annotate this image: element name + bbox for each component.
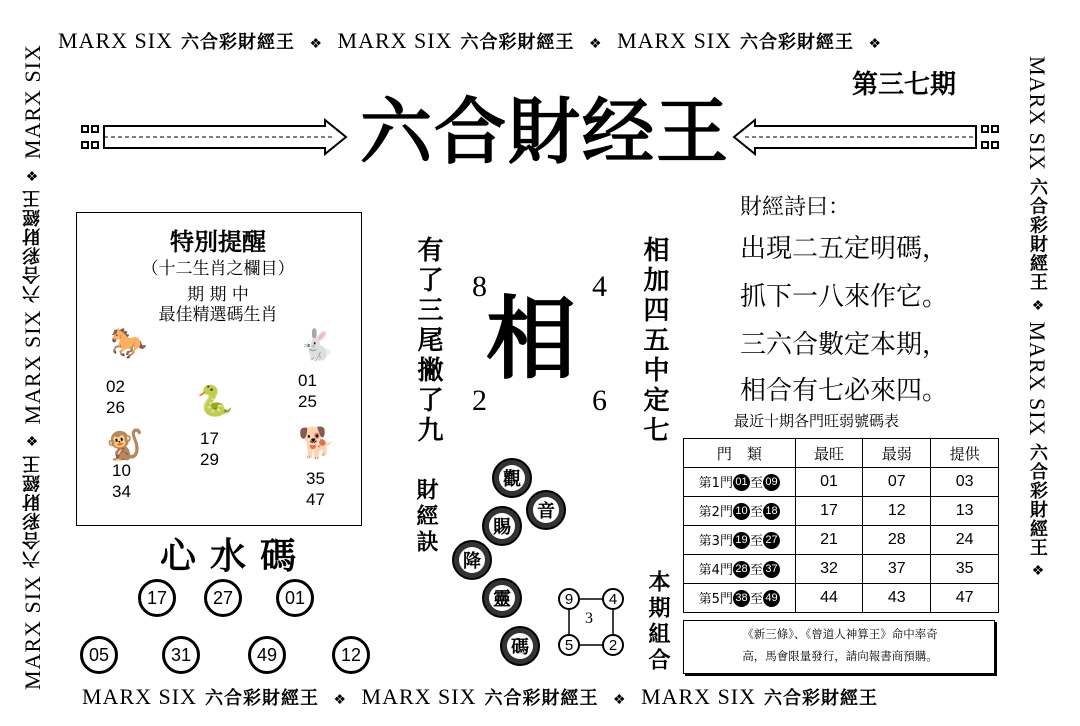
- dog-zodiac-icon: 🐕: [298, 426, 336, 461]
- zodiac-number: 34: [112, 482, 131, 501]
- zodiac-number: 29: [200, 450, 219, 469]
- max-cell: 01: [795, 468, 863, 497]
- combo-label: 本期組合: [645, 570, 670, 674]
- brand-en: MARX SIX: [20, 44, 45, 160]
- brand-cn: 六合彩財經王: [22, 454, 43, 569]
- right-arrow-icon: [730, 118, 1000, 162]
- column-header: 門 類: [684, 439, 796, 468]
- brand-cn: 六合彩財經王: [460, 32, 575, 53]
- brand-en: MARX SIX: [1025, 56, 1050, 171]
- brand-en: MARX SIX: [20, 309, 45, 425]
- page-title: 六合財经王: [360, 90, 731, 174]
- combo-number: 3: [585, 610, 593, 627]
- bubble-char: 碼: [500, 626, 540, 666]
- riddle-label: 財經訣: [413, 478, 438, 556]
- riddle-digit: 2: [472, 384, 487, 417]
- number-ball: 31: [162, 636, 200, 674]
- bubble-char: 賜: [482, 506, 522, 546]
- brand-en: MARX SIX: [1025, 321, 1050, 437]
- poem-line: 出現二五定明碼，: [740, 234, 949, 264]
- zodiac-numbers-1: [106, 376, 125, 418]
- brand-cn: 六合彩財經王: [740, 32, 855, 53]
- zodiac-number: 47: [306, 490, 325, 509]
- gate-range: 第5門 38 至 49: [684, 584, 796, 613]
- riddle-digit: 6: [592, 384, 607, 417]
- max-cell: 21: [795, 526, 863, 555]
- bubble-char: 音: [526, 490, 566, 530]
- brand-en: MARX SIX: [82, 684, 197, 709]
- issue-number: 第三七期: [852, 70, 957, 100]
- brand-en: MARX SIX: [361, 684, 477, 709]
- number-ball: 27: [204, 579, 242, 617]
- brand-cn: 六合彩財經王: [204, 688, 319, 709]
- knot-ornament-icon: ❖: [333, 693, 348, 708]
- zodiac-number: 35: [306, 469, 325, 488]
- left-border-banner: MARX SIX 六合彩財經王 ❖ MARX SIX 六合彩財經王 ❖ MARX SIX: [20, 44, 45, 690]
- zodiac-numbers-2: [200, 428, 219, 470]
- max-cell: 44: [795, 584, 863, 613]
- number-ball: 49: [248, 636, 286, 674]
- brand-cn: 六合彩財經王: [180, 32, 295, 53]
- zodiac-numbers-5: [306, 468, 325, 510]
- gate-range: 第3門 19 至 27: [684, 526, 796, 555]
- bubble-char: 觀: [492, 458, 532, 498]
- zodiac-number: 25: [298, 392, 317, 411]
- heart-water-title: 心水碼: [160, 536, 311, 577]
- brand-cn: 六合彩財經王: [764, 688, 879, 709]
- column-header: 提供: [931, 439, 999, 468]
- bubble-char: 降: [452, 540, 492, 580]
- brand-cn: 六合彩財經王: [1027, 177, 1048, 292]
- riddle-right-column: 相加四五中定七: [639, 236, 669, 446]
- table-row: [684, 468, 999, 497]
- brand-en: MARX SIX: [337, 28, 453, 53]
- poem-line: 相合有七必來四。: [740, 376, 949, 406]
- reminder-subtitle: （十二生肖之欄目）: [141, 259, 295, 279]
- notice-line2: 高，馬會限量發行，請向報書商預購。: [742, 649, 938, 663]
- poem-heading: 財經詩曰：: [740, 195, 851, 220]
- knot-ornament-icon: ❖: [868, 37, 883, 52]
- monkey-zodiac-icon: 🐒: [106, 428, 144, 463]
- combo-number: 9: [558, 588, 580, 610]
- brand-en: MARX SIX: [58, 28, 173, 53]
- brand-en: MARX SIX: [617, 28, 733, 53]
- max-cell: 32: [795, 555, 863, 584]
- table-header-row: [684, 439, 999, 468]
- combo-number: 4: [602, 588, 624, 610]
- table-row: [684, 526, 999, 555]
- column-header: 最旺: [795, 439, 863, 468]
- knot-ornament-icon: ❖: [589, 37, 603, 52]
- top-border-banner: [58, 28, 890, 54]
- knot-ornament-icon: ❖: [309, 37, 324, 52]
- gate-range: 第2門 10 至 18: [684, 497, 796, 526]
- min-cell: 37: [863, 555, 931, 584]
- brand-en: MARX SIX: [641, 684, 757, 709]
- table-row: [684, 555, 999, 584]
- reminder-line2: 最佳精選碼生肖: [158, 305, 278, 325]
- poem-line: 抓下一八來作它。: [740, 282, 949, 312]
- offer-cell: 47: [931, 584, 999, 613]
- poem-line: 三六合數定本期，: [740, 330, 949, 360]
- offer-cell: 24: [931, 526, 999, 555]
- right-border-banner: MARX SIX 六合彩財經王 ❖ MARX SIX 六合彩財經王 ❖: [1025, 56, 1050, 581]
- table-row: [684, 497, 999, 526]
- min-cell: 12: [863, 497, 931, 526]
- brand-cn: 六合彩財經王: [484, 688, 599, 709]
- riddle-big-char: 相: [486, 287, 576, 392]
- offer-cell: 13: [931, 497, 999, 526]
- left-arrow-icon: [80, 118, 350, 162]
- combo-number: 5: [558, 634, 580, 656]
- riddle-left-column: 有了三尾撇了九: [413, 236, 443, 446]
- zodiac-numbers-3: [298, 370, 317, 412]
- brand-cn: 六合彩財經王: [22, 189, 43, 304]
- knot-ornament-icon: ❖: [613, 693, 627, 708]
- gate-table: [683, 438, 999, 613]
- reminder-title: 特別提醒: [170, 228, 266, 256]
- min-cell: 28: [863, 526, 931, 555]
- gate-range: 第1門 01 至 09: [684, 468, 796, 497]
- number-ball: 01: [276, 579, 314, 617]
- horse-zodiac-icon: 🐎: [110, 326, 148, 361]
- zodiac-number: 02: [106, 377, 125, 396]
- column-header: 最弱: [863, 439, 931, 468]
- riddle-digit: 4: [592, 270, 607, 303]
- min-cell: 07: [863, 468, 931, 497]
- table-caption: 最近十期各門旺弱號碼表: [734, 412, 900, 430]
- max-cell: 17: [795, 497, 863, 526]
- combo-number: 2: [602, 634, 624, 656]
- zodiac-number: 10: [112, 461, 131, 480]
- snake-zodiac-icon: 🐍: [196, 384, 234, 419]
- min-cell: 43: [863, 584, 931, 613]
- zodiac-number: 26: [106, 398, 125, 417]
- brand-cn: 六合彩財經王: [1027, 442, 1048, 557]
- bubble-char: 靈: [482, 578, 522, 618]
- table-row: [684, 584, 999, 613]
- brand-en: MARX SIX: [20, 575, 45, 690]
- number-ball: 17: [138, 579, 176, 617]
- riddle-digit: 8: [472, 270, 487, 303]
- reminder-line1: 期 期 中: [187, 285, 249, 305]
- gate-range: 第4門 28 至 37: [684, 555, 796, 584]
- offer-cell: 35: [931, 555, 999, 584]
- zodiac-numbers-4: [112, 460, 131, 502]
- number-ball: 12: [332, 636, 370, 674]
- bottom-border-banner: [82, 684, 878, 710]
- number-ball: 05: [80, 636, 118, 674]
- notice-line1: 《新三條》、《曾道人神算王》命中率奇: [742, 627, 938, 641]
- zodiac-number: 01: [298, 371, 317, 390]
- rabbit-zodiac-icon: 🐇: [298, 328, 336, 363]
- offer-cell: 03: [931, 468, 999, 497]
- zodiac-number: 17: [200, 429, 219, 448]
